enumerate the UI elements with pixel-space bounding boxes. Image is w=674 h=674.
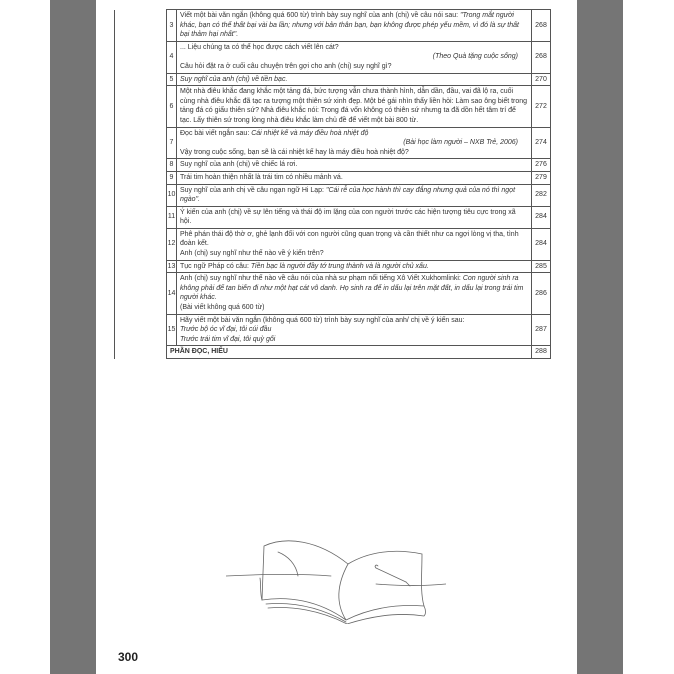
row-content: Trái tim hoàn thiện nhất là trái tim có nhiều mảnh vá. — [177, 171, 532, 184]
row-page: 279 — [532, 171, 551, 184]
row-page: 268 — [532, 10, 551, 42]
contents-table — [114, 9, 551, 359]
table-row — [115, 10, 551, 42]
row-number: 10 — [167, 184, 177, 206]
section-row — [115, 346, 551, 359]
row-content: Đọc bài viết ngắn sau: Cái nhiệt kế và máy điều hoà nhiệt độ (Bài học làm người – NXB Trẻ, 2006) Vậy trong cuộc sống, bạn sẽ là cái nhiệt kế hay là máy điều hoà nhiệt độ? — [177, 127, 532, 159]
row-content: Ý kiến của anh (chị) về sự lên tiếng và thái độ im lặng của con người trước các hiện tượng tiêu cực trong xã hội. — [177, 206, 532, 228]
open-book-illustration — [226, 524, 446, 624]
row-page: 268 — [532, 41, 551, 73]
row-content: Anh (chị) suy nghĩ như thế nào về câu nói của nhà sư phạm nổi tiếng Xô Viết Xukhomlinki: Con người sinh ra không phải để tan biến đi như một hạt cát vô danh. Họ sinh ra để in dấu lại trên mặt đất, in dấu lại trong trái tim người khác. (Bài viết không quá 600 từ) — [177, 273, 532, 314]
row-content: Suy nghĩ của anh (chị) về tiền bạc. — [177, 73, 532, 86]
row-number: 8 — [167, 159, 177, 172]
row-number: 7 — [167, 127, 177, 159]
table-row — [115, 159, 551, 172]
table-row — [115, 171, 551, 184]
table-row — [115, 206, 551, 228]
row-content: Hãy viết một bài văn ngắn (không quá 600 từ) trình bày suy nghĩ của anh/ chị về ý kiến sau: Trước bộ óc vĩ đại, tôi cúi đầu Trước trái tim vĩ đại, tôi quỳ gối — [177, 314, 532, 346]
table-row — [115, 273, 551, 314]
table-row — [115, 73, 551, 86]
row-page: 286 — [532, 273, 551, 314]
row-page: 282 — [532, 184, 551, 206]
row-page: 276 — [532, 159, 551, 172]
left-gray-border — [50, 0, 96, 674]
row-content: Viết một bài văn ngắn (không quá 600 từ) trình bày suy nghĩ của anh (chị) về câu nói sau: "Trong mắt người khác, bạn có thể thất bại vài ba lần; nhưng với bản thân bạn, bạn không được phép yếu mềm, vì đó là sự thất bại thảm hại nhất". — [177, 10, 532, 42]
row-number: 3 — [167, 10, 177, 42]
row-number: 14 — [167, 273, 177, 314]
table-row — [115, 184, 551, 206]
row-number: 4 — [167, 41, 177, 73]
row-page: 284 — [532, 206, 551, 228]
row-page: 287 — [532, 314, 551, 346]
table-row — [115, 260, 551, 273]
row-number: 12 — [167, 228, 177, 260]
table-row — [115, 41, 551, 73]
blank-column — [115, 10, 167, 359]
row-number: 13 — [167, 260, 177, 273]
row-page: 270 — [532, 73, 551, 86]
table-row — [115, 228, 551, 260]
row-number: 11 — [167, 206, 177, 228]
table-row — [115, 314, 551, 346]
table-row — [115, 127, 551, 159]
section-title: PHẦN ĐỌC, HIỂU — [167, 346, 532, 359]
row-page: 274 — [532, 127, 551, 159]
row-number: 5 — [167, 73, 177, 86]
row-number: 9 — [167, 171, 177, 184]
row-content: Suy nghĩ của anh chị về câu ngạn ngữ Hi Lạp: "Cái rễ của học hành thì cay đắng nhưng quả của nó thì ngọt ngào". — [177, 184, 532, 206]
row-number: 15 — [167, 314, 177, 346]
section-page: 288 — [532, 346, 551, 359]
row-page: 285 — [532, 260, 551, 273]
row-number: 6 — [167, 86, 177, 127]
row-page: 284 — [532, 228, 551, 260]
table-row — [115, 86, 551, 127]
row-content: Phê phán thái độ thờ ơ, ghẻ lạnh đối với con người cũng quan trọng và cần thiết như ca ngợi lòng vị tha, tình đoàn kết. Anh (chị) suy nghĩ như thế nào về ý kiến trên? — [177, 228, 532, 260]
row-content: Tục ngữ Pháp có câu: Tiền bạc là người đầy tớ trung thành và là người chủ xấu. — [177, 260, 532, 273]
right-gray-border — [577, 0, 623, 674]
row-content: Suy nghĩ của anh (chị) về chiếc lá rơi. — [177, 159, 532, 172]
book-page — [96, 0, 577, 674]
row-page: 272 — [532, 86, 551, 127]
row-content: ... Liệu chúng ta có thể học được cách viết lên cát? (Theo Quà tặng cuộc sống) Câu hỏi đặt ra ở cuối câu chuyện trên gợi cho anh (chị) suy nghĩ gì? — [177, 41, 532, 73]
outer-margin — [0, 0, 50, 674]
page-number: 300 — [118, 650, 139, 664]
row-content: Một nhà điêu khắc đang khắc một tảng đá, bức tượng vẫn chưa thành hình, dẫn dần, đầu, vai đã lộ ra, cuối cùng nhà điêu khắc đã tạc ra tượng một thiên sứ xinh đẹp. Một bé gái nhìn thấy liền hỏi: Làm sao ông biết trong tảng đá có giấu thiên sứ? Nhà điêu khắc nói: Trong đá vốn không có thiên sứ nhưng ta đã dồn hết tâm trí để tạc. Lấy thiên sứ trong lòng nhà điêu khắc làm chủ đề để viết một bài 800 từ. — [177, 86, 532, 127]
